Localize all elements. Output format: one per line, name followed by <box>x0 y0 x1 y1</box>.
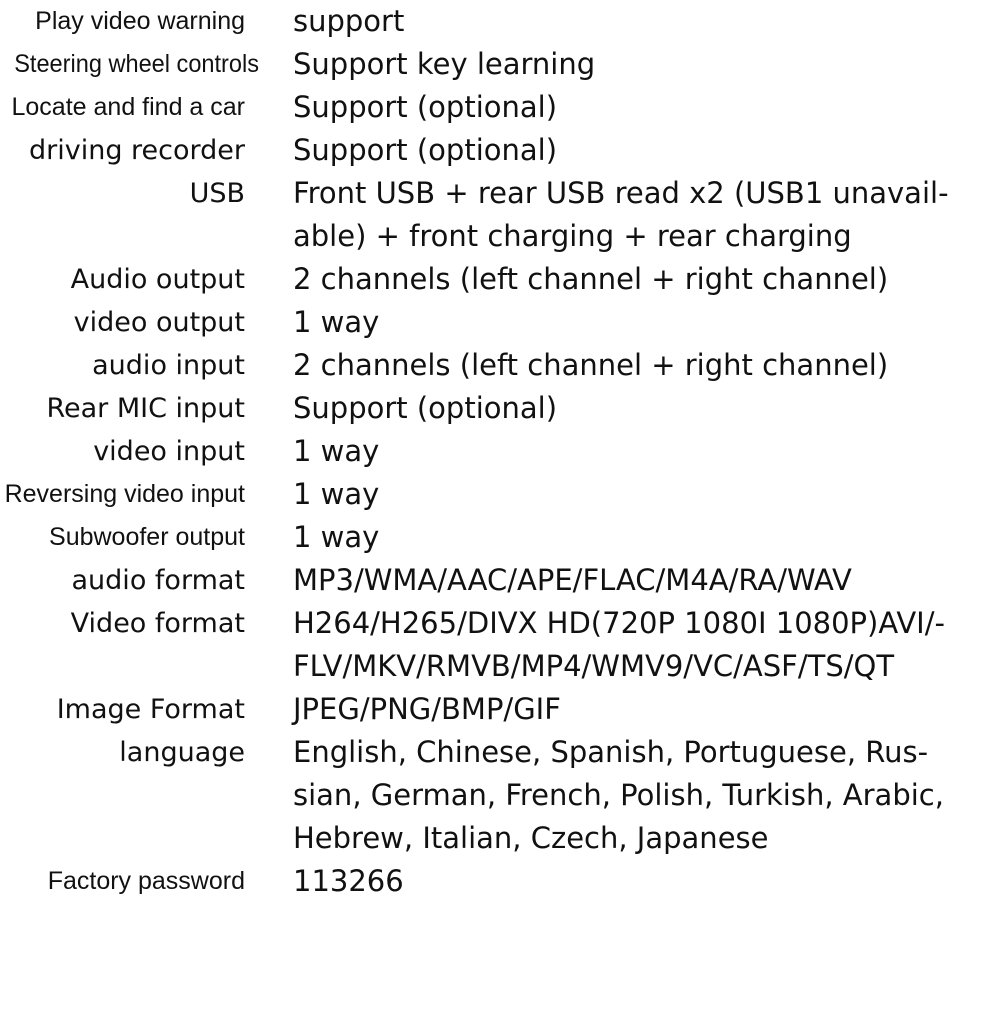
spec-value <box>293 129 973 172</box>
spec-row <box>0 860 1000 903</box>
spec-row <box>0 129 1000 172</box>
spec-row <box>0 172 1000 258</box>
spec-value-line: sian, German, French, Polish, Turkish, Arabic, <box>293 778 944 812</box>
spec-value-line: MP3/WMA/AAC/APE/FLAC/M4A/RA/WAV <box>293 563 852 597</box>
spec-label: Subwoofer output <box>49 523 245 551</box>
spec-value <box>293 516 973 559</box>
spec-row <box>0 0 1000 43</box>
spec-value-line: Front USB + rear USB read x2 (USB1 unavail- <box>293 176 949 210</box>
spec-value-line: 1 way <box>293 520 380 554</box>
spec-value-line: H264/H265/DIVX HD(720P 1080I 1080P)AVI/- <box>293 606 945 640</box>
spec-value <box>293 430 973 473</box>
spec-value-line: 1 way <box>293 434 380 468</box>
spec-value <box>293 860 973 903</box>
spec-row <box>0 731 1000 860</box>
spec-label: video input <box>93 436 245 467</box>
spec-value-line: support <box>293 4 405 38</box>
spec-label: audio input <box>92 350 245 381</box>
spec-label: Image Format <box>56 694 245 725</box>
spec-row <box>0 387 1000 430</box>
spec-row <box>0 86 1000 129</box>
spec-label: video output <box>73 307 245 338</box>
spec-label: Locate and find a car <box>11 93 245 121</box>
spec-value-line: 113266 <box>293 864 404 898</box>
spec-row <box>0 688 1000 731</box>
spec-value <box>293 473 973 516</box>
spec-value-line: JPEG/PNG/BMP/GIF <box>293 692 561 726</box>
spec-value <box>293 172 973 258</box>
spec-value-line: 2 channels (left channel + right channel) <box>293 348 889 382</box>
spec-row <box>0 473 1000 516</box>
spec-label: Rear MIC input <box>46 393 245 424</box>
spec-value-line: 1 way <box>293 477 380 511</box>
spec-value-line: Support (optional) <box>293 90 558 124</box>
spec-value-line: Support (optional) <box>293 133 558 167</box>
spec-label: audio format <box>71 565 245 596</box>
spec-value <box>293 301 973 344</box>
spec-value-line: FLV/MKV/RMVB/MP4/WMV9/VC/ASF/TS/QT <box>293 649 895 683</box>
spec-row <box>0 430 1000 473</box>
spec-value-line: English, Chinese, Spanish, Portuguese, Rus- <box>293 735 929 769</box>
spec-row <box>0 258 1000 301</box>
spec-value <box>293 688 973 731</box>
spec-value-line: Support key learning <box>293 47 596 81</box>
spec-label: Steering wheel controls <box>14 50 260 78</box>
spec-value <box>293 602 973 688</box>
spec-row <box>0 344 1000 387</box>
spec-row <box>0 516 1000 559</box>
spec-label: Factory password <box>47 867 245 895</box>
spec-value-line: Hebrew, Italian, Czech, Japanese <box>293 821 769 855</box>
spec-label: USB <box>189 178 245 209</box>
spec-value <box>293 731 973 860</box>
spec-label: language <box>119 737 245 768</box>
spec-value-line: able) + front charging + rear charging <box>293 219 852 253</box>
spec-value <box>293 43 973 86</box>
spec-label: Video format <box>70 608 245 639</box>
spec-value <box>293 258 973 301</box>
spec-value <box>293 387 973 430</box>
spec-value <box>293 0 973 43</box>
spec-label: Reversing video input <box>4 480 245 508</box>
spec-value-line: 2 channels (left channel + right channel) <box>293 262 889 296</box>
spec-value <box>293 559 973 602</box>
spec-value-line: Support (optional) <box>293 391 558 425</box>
spec-value <box>293 86 973 129</box>
spec-row <box>0 301 1000 344</box>
spec-label: driving recorder <box>28 135 245 166</box>
spec-value <box>293 344 973 387</box>
spec-row <box>0 559 1000 602</box>
spec-row <box>0 602 1000 688</box>
spec-label: Audio output <box>70 264 245 295</box>
spec-value-line: 1 way <box>293 305 380 339</box>
spec-row <box>0 43 1000 86</box>
spec-label: Play video warning <box>35 7 245 35</box>
